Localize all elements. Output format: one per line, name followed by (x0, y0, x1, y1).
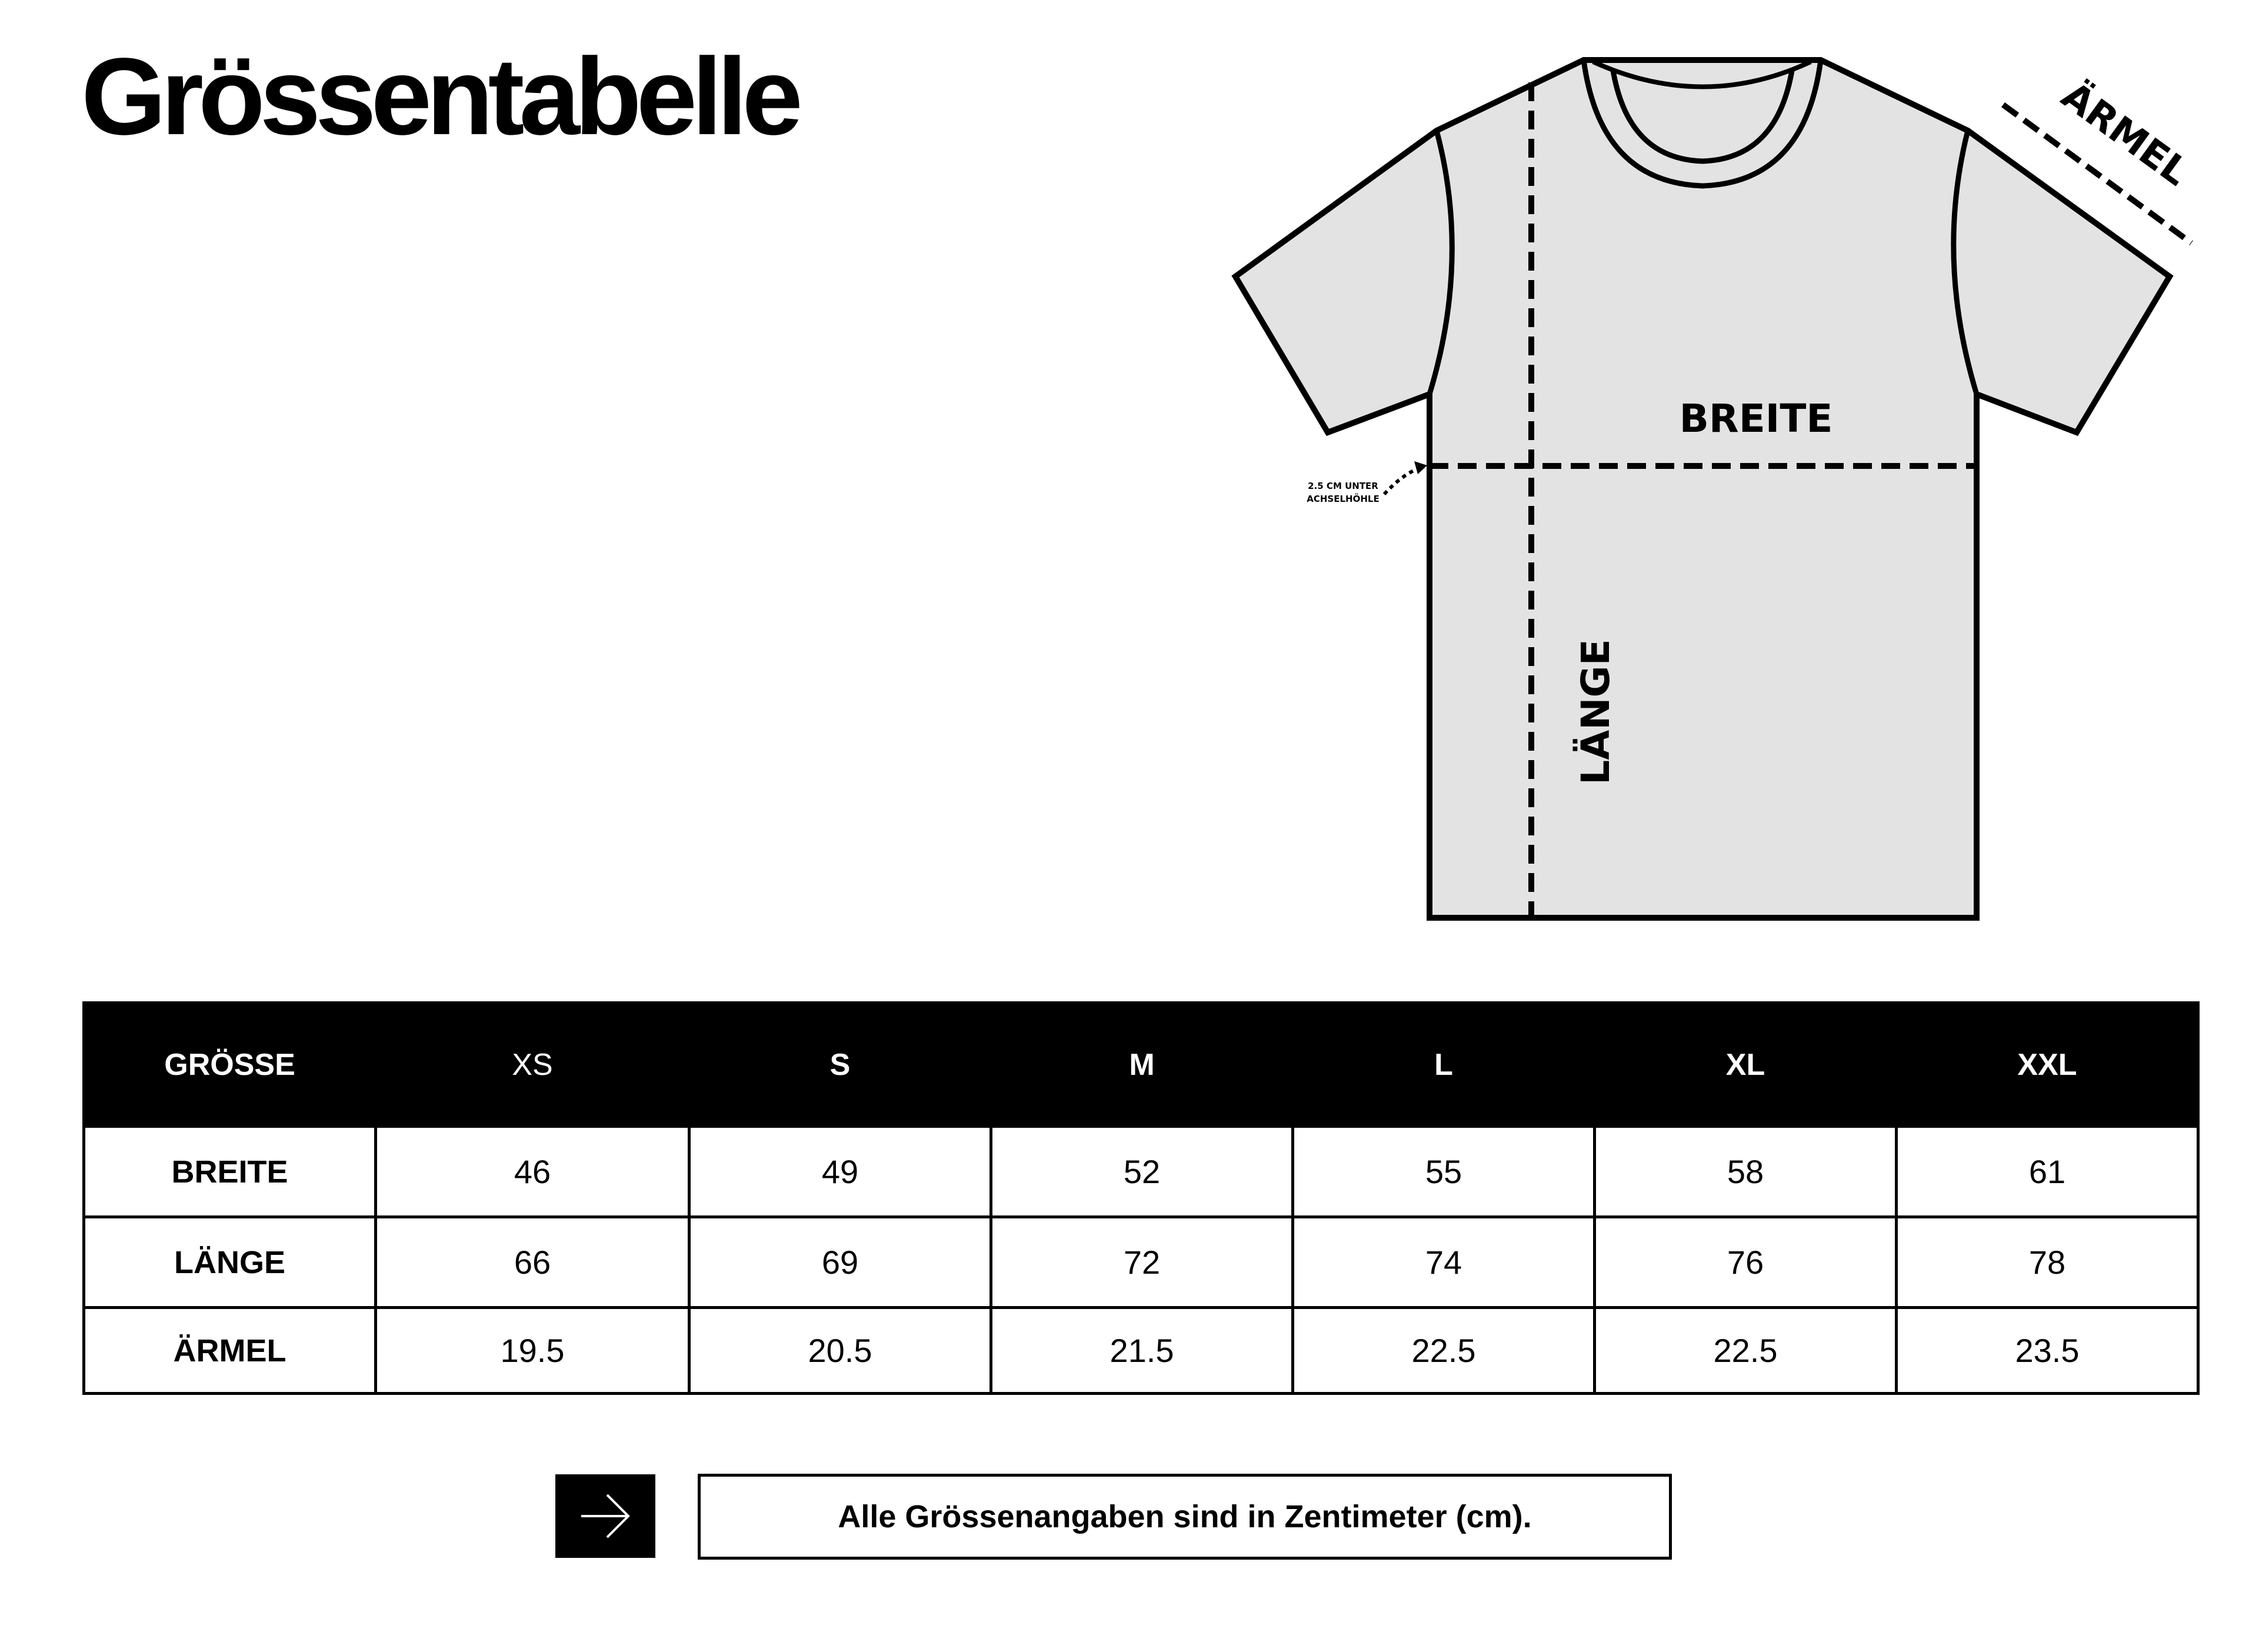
table-cell: 66 (376, 1217, 689, 1308)
table-row-aermel (84, 1308, 2198, 1394)
table-cell: 19.5 (376, 1308, 689, 1394)
table-cell: 46 (376, 1127, 689, 1217)
table-cell: 58 (1595, 1127, 1897, 1217)
table-cell: 20.5 (689, 1308, 991, 1394)
table-cell: 21.5 (991, 1308, 1293, 1394)
row-label-breite: BREITE (84, 1127, 376, 1217)
size-table (82, 1001, 2200, 1395)
units-note-text: Alle Grössenangaben sind in Zentimeter (cm). (838, 1499, 1532, 1534)
table-row-breite (84, 1127, 2198, 1217)
table-cell: 61 (1897, 1127, 2198, 1217)
header-xxl: XXL (1897, 1003, 2198, 1127)
armpit-note-line1: 2.5 CM UNTER (1308, 481, 1378, 491)
width-label: BREITE (1679, 396, 1833, 441)
table-cell: 69 (689, 1217, 991, 1308)
table-cell: 22.5 (1595, 1308, 1897, 1394)
header-s: S (689, 1003, 991, 1127)
header-xs: XS (376, 1003, 689, 1127)
length-label: LÄNGE (1573, 639, 1618, 785)
table-row-laenge (84, 1217, 2198, 1308)
row-label-laenge: LÄNGE (84, 1217, 376, 1308)
table-cell: 22.5 (1293, 1308, 1595, 1394)
table-cell: 52 (991, 1127, 1293, 1217)
armpit-note-line2: ACHSELHÖHLE (1307, 494, 1380, 504)
sleeve-label: ÄRMEL (2053, 74, 2197, 195)
header-l: L (1293, 1003, 1595, 1127)
page-title: Grössentabelle (81, 36, 798, 158)
armpit-pointer-arrow (1384, 468, 1421, 494)
units-note (698, 1474, 1672, 1560)
arrow-right-icon (579, 1493, 632, 1540)
table-cell: 55 (1293, 1127, 1595, 1217)
table-cell: 78 (1897, 1217, 2198, 1308)
table-cell: 49 (689, 1127, 991, 1217)
header-xl: XL (1595, 1003, 1897, 1127)
header-m: M (991, 1003, 1293, 1127)
table-cell: 23.5 (1897, 1308, 2198, 1394)
table-cell: 72 (991, 1217, 1293, 1308)
tshirt-diagram (1200, 47, 2259, 988)
armpit-pointer-arrowhead (1414, 461, 1427, 474)
arrow-button[interactable] (555, 1474, 655, 1558)
header-size: GRÖSSE (84, 1003, 376, 1127)
row-label-aermel: ÄRMEL (84, 1308, 376, 1394)
table-cell: 74 (1293, 1217, 1595, 1308)
table-header-row (84, 1003, 2198, 1127)
table-cell: 76 (1595, 1217, 1897, 1308)
